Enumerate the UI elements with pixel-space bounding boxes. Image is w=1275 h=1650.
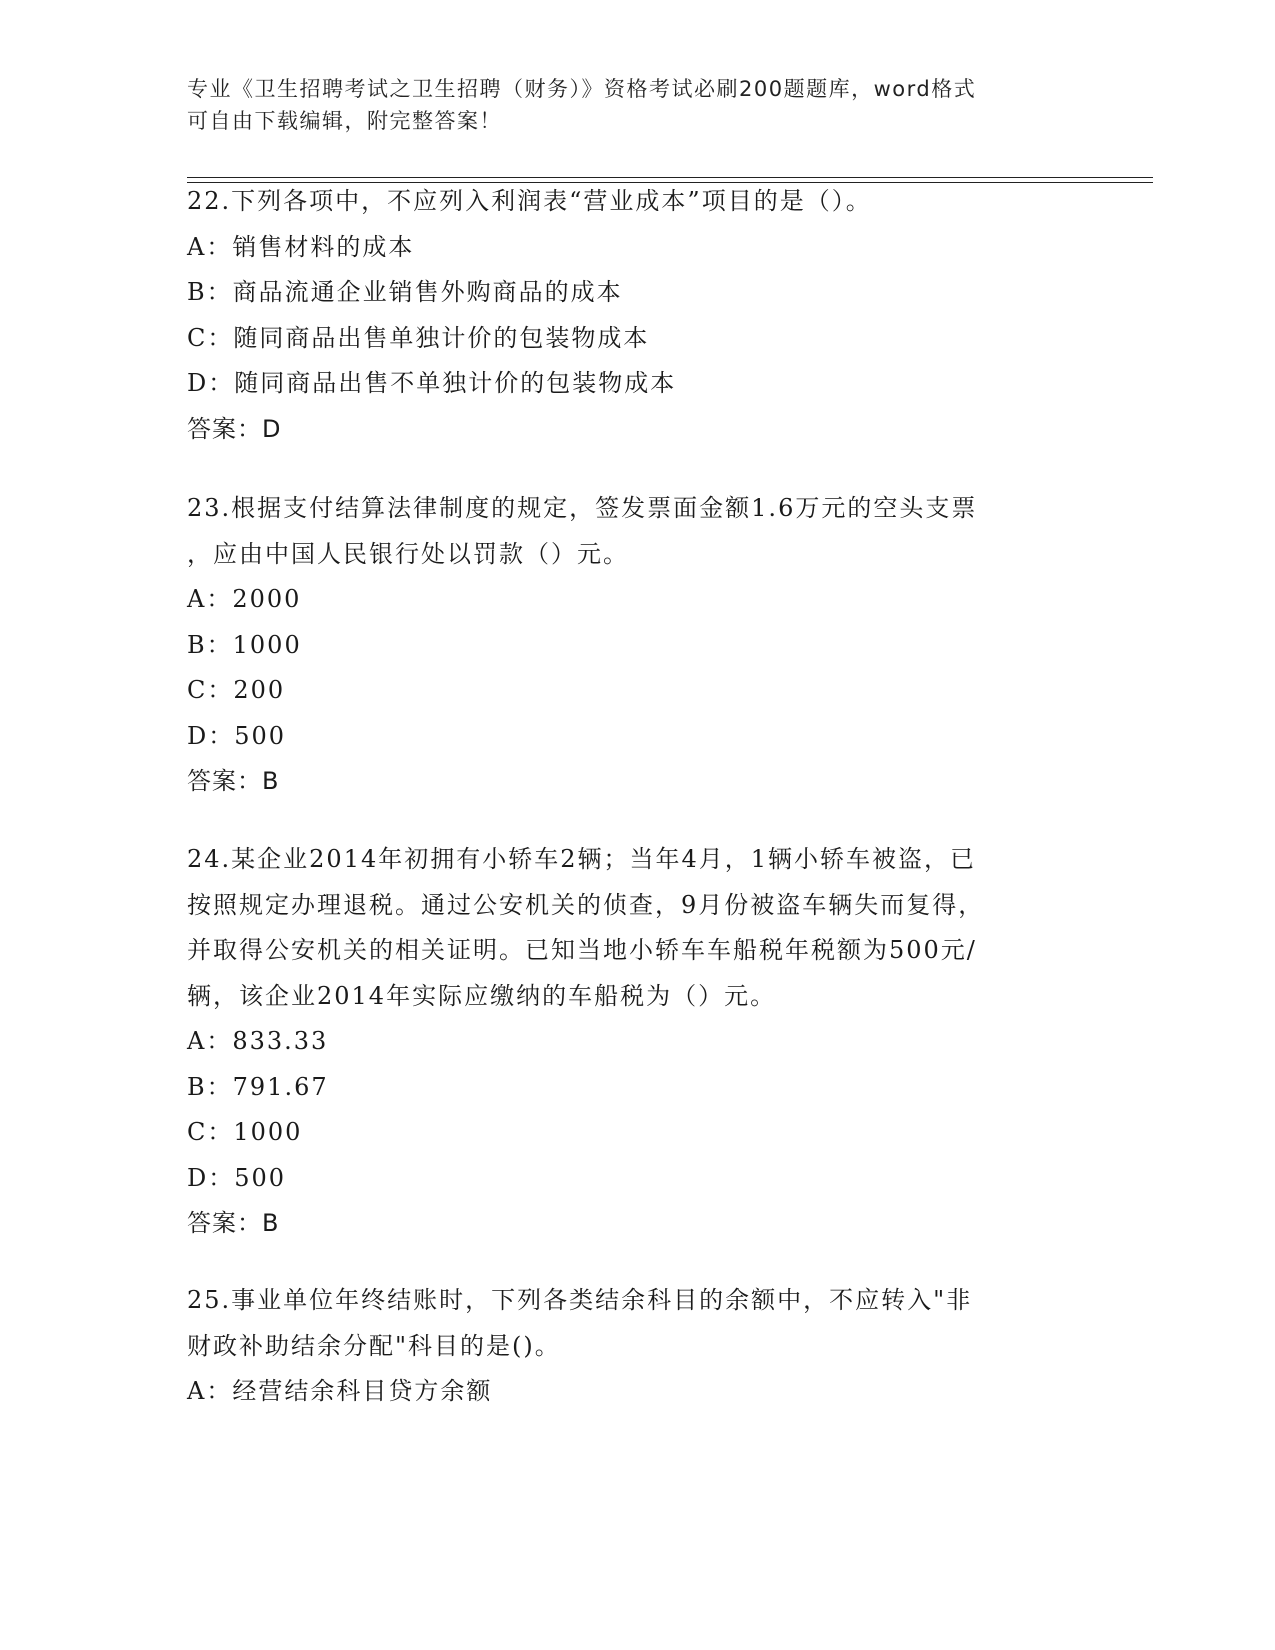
option-a: A：销售材料的成本 xyxy=(187,232,415,261)
question-text-line-3: 并取得公安机关的相关证明。已知当地小轿车车船税年税额为500元/ xyxy=(187,936,977,964)
question-text-line-1: 24.某企业2014年初拥有小轿车2辆；当年4月，1辆小轿车被盗，已 xyxy=(187,845,977,873)
option-d: D：500 xyxy=(187,721,287,750)
question-block-24 xyxy=(187,837,1087,1247)
header-divider-top xyxy=(187,177,1153,178)
header-line-2: 可自由下载编辑，附完整答案！ xyxy=(187,109,502,133)
option-c: C：随同商品出售单独计价的包装物成本 xyxy=(187,323,650,352)
question-text-line-2: 按照规定办理退税。通过公安机关的侦查，9月份被盗车辆失而复得， xyxy=(187,890,985,919)
question-text-line-1: 25.事业单位年终结账时，下列各类结余科目的余额中，不应转入"非 xyxy=(187,1286,973,1314)
answer-text: 答案：B xyxy=(187,767,280,795)
option-c: C：1000 xyxy=(187,1118,303,1146)
option-b: B：1000 xyxy=(187,630,302,659)
question-block-25 xyxy=(187,1278,1087,1415)
question-text-line-2: ，应由中国人民银行处以罚款（）元。 xyxy=(187,539,629,568)
document-header xyxy=(187,73,1067,137)
option-b: B：商品流通企业销售外购商品的成本 xyxy=(187,278,623,306)
question-text: 22.下列各项中，不应列入利润表“营业成本”项目的是（）。 xyxy=(187,187,872,215)
header-line-1: 专业《卫生招聘考试之卫生招聘（财务）》资格考试必刷200题题库，word格式 xyxy=(187,77,977,101)
question-text-line-1: 23.根据支付结算法律制度的规定，签发票面金额1.6万元的空头支票 xyxy=(187,494,978,522)
question-text-line-4: 辆，该企业2014年实际应缴纳的车船税为（）元。 xyxy=(187,981,777,1010)
option-b: B：791.67 xyxy=(187,1072,329,1101)
question-text-line-2: 财政补助结余分配"科目的是()。 xyxy=(187,1331,561,1360)
option-a: A：833.33 xyxy=(187,1027,329,1055)
question-block-22 xyxy=(187,179,1087,452)
option-d: D：随同商品出售不单独计价的包装物成本 xyxy=(187,369,677,397)
question-block-23 xyxy=(187,486,1087,805)
answer-text: 答案：D xyxy=(187,414,282,443)
option-c: C：200 xyxy=(187,676,286,704)
option-a: A：2000 xyxy=(187,585,302,613)
answer-text: 答案：B xyxy=(187,1209,280,1237)
option-a: A：经营结余科目贷方余额 xyxy=(187,1377,493,1405)
option-d: D：500 xyxy=(187,1163,287,1192)
